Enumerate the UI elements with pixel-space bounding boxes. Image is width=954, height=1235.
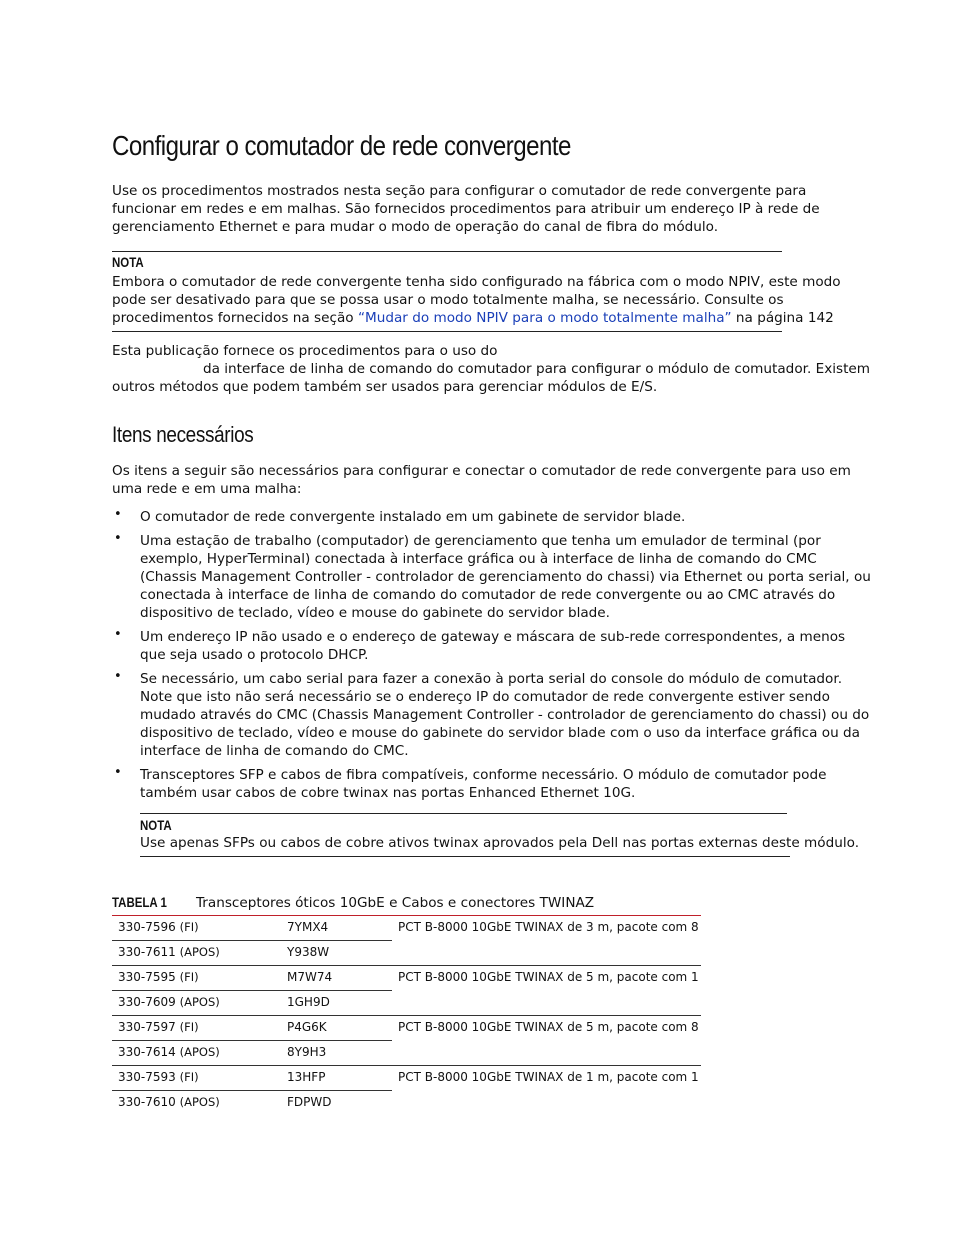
part-number-cell	[112, 1041, 281, 1066]
code-cell: Y938W	[281, 941, 392, 966]
table-row	[112, 1016, 701, 1041]
part-suffix: (APOS)	[179, 945, 220, 959]
bullet-item: O comutador de rede convergente instalado em um gabinete de servidor blade.	[140, 509, 686, 525]
bullet-item: Se necessário, um cabo serial para fazer a conexão à porta serial do console do módulo de comutador. Note que isto não será necessário se o endereço IP do comutador de rede convergente estiver sendo mudado através do CMC (Chassis Management Controller - controlador de gerenciamento do chassi) ou do dispositivo de teclado, vídeo e mouse do gabinete do servidor blade com o uso da interface gráfica ou da interface de linha de comando do CMC.	[140, 671, 870, 759]
table-row	[112, 916, 701, 941]
part-number: 330-7595	[118, 970, 176, 984]
code-cell: FDPWD	[281, 1091, 392, 1116]
table-row	[112, 1066, 701, 1091]
code-cell: 13HFP	[281, 1066, 392, 1091]
part-number-cell	[112, 916, 281, 941]
part-number: 330-7609	[118, 995, 176, 1009]
note-top-divider	[112, 251, 782, 252]
publication-line-3: outros métodos que podem também ser usados para gerenciar módulos de E/S.	[112, 379, 658, 395]
note2-label: NOTA	[140, 818, 172, 833]
bullet-icon: •	[114, 627, 122, 642]
part-suffix: (APOS)	[179, 995, 220, 1009]
code-cell: 7YMX4	[281, 916, 392, 941]
code-cell: P4G6K	[281, 1016, 392, 1041]
part-number: 330-7614	[118, 1045, 176, 1059]
note2-top-divider	[140, 813, 787, 814]
part-number-cell	[112, 1016, 281, 1041]
note2-bottom-divider	[140, 856, 790, 857]
publication-paragraph	[112, 342, 882, 396]
bullet-icon: •	[114, 507, 122, 522]
part-number: 330-7611	[118, 945, 176, 959]
part-suffix: (FI)	[179, 1020, 199, 1034]
bullet-item: Uma estação de trabalho (computador) de gerenciamento que tenha um emulador de terminal (por exemplo, HyperTerminal) conectada à interface gráfica ou à interface de linha de comando do CMC (Chassis Management Controller - controlador de gerenciamento do chassi) via Ethernet ou porta serial, ou conectada à interface de linha de comando do comutador de rede convergente ou ao CMC através do dispositivo de teclado, vídeo e mouse do gabinete do servidor blade.	[140, 533, 871, 621]
intro-paragraph: Use os procedimentos mostrados nesta seção para configurar o comutador de rede convergente para funcionar em redes e em malhas. São fornecidos procedimentos para atribuir um endereço IP à rede de gerenciamento Ethernet e para mudar o modo de operação do canal de fibra do módulo.	[112, 183, 820, 235]
table-row	[112, 966, 701, 991]
part-suffix: (APOS)	[179, 1095, 220, 1109]
note-text	[112, 273, 874, 327]
part-number: 330-7610	[118, 1095, 176, 1109]
note-text-page: na página 142	[731, 310, 834, 326]
part-number: 330-7593	[118, 1070, 176, 1084]
section-title-items: Itens necessários	[112, 422, 254, 447]
note2-text: Use apenas SFPs ou cabos de cobre ativos twinax aprovados pela Dell nas portas externas deste módulo.	[140, 835, 860, 851]
description-cell: PCT B-8000 10GbE TWINAX de 1 m, pacote com 1	[392, 1066, 701, 1116]
table-label: TABELA 1	[112, 895, 167, 910]
publication-line-2: da interface de linha de comando do comutador para configurar o módulo de comutador. Existem	[203, 361, 871, 377]
note-label: NOTA	[112, 255, 144, 270]
table-caption: Transceptores óticos 10GbE e Cabos e conectores TWINAZ	[196, 895, 595, 911]
part-suffix: (FI)	[179, 1070, 199, 1084]
publication-line-1: Esta publicação fornece os procedimentos para o uso do	[112, 343, 498, 359]
part-number-cell	[112, 1091, 281, 1116]
code-cell: M7W74	[281, 966, 392, 991]
description-cell: PCT B-8000 10GbE TWINAX de 5 m, pacote com 8	[392, 1016, 701, 1066]
part-number-cell	[112, 941, 281, 966]
note-text-body: Embora o comutador de rede convergente tenha sido configurado na fábrica com o modo NPIV, este modo pode ser desativado para que se possa usar o modo totalmente malha, se necessário. Consulte os procedimentos fornecidos na seção	[112, 274, 841, 326]
bullet-item: Um endereço IP não usado e o endereço de gateway e máscara de sub-rede correspondentes, a menos que seja usado o protocolo DHCP.	[140, 629, 846, 663]
code-cell: 8Y9H3	[281, 1041, 392, 1066]
description-cell: PCT B-8000 10GbE TWINAX de 3 m, pacote com 8	[392, 916, 701, 966]
bullet-icon: •	[114, 669, 122, 684]
note-link[interactable]: “Mudar do modo NPIV para o modo totalmente malha”	[357, 310, 732, 326]
bullet-icon: •	[114, 531, 122, 546]
transceiver-table	[112, 915, 701, 1116]
part-number-cell	[112, 1066, 281, 1091]
part-number: 330-7597	[118, 1020, 176, 1034]
code-cell: 1GH9D	[281, 991, 392, 1016]
bullet-item: Transceptores SFP e cabos de fibra compatíveis, conforme necessário. O módulo de comutador pode também usar cabos de cobre twinax nas portas Enhanced Ethernet 10G.	[140, 767, 827, 801]
page-title: Configurar o comutador de rede convergente	[112, 130, 571, 161]
description-cell: PCT B-8000 10GbE TWINAX de 5 m, pacote com 1	[392, 966, 701, 1016]
part-number-cell	[112, 991, 281, 1016]
part-suffix: (FI)	[179, 970, 199, 984]
note-bottom-divider	[112, 331, 782, 332]
part-suffix: (APOS)	[179, 1045, 220, 1059]
part-number-cell	[112, 966, 281, 991]
part-number: 330-7596	[118, 920, 176, 934]
part-suffix: (FI)	[179, 920, 199, 934]
bullet-icon: •	[114, 765, 122, 780]
items-intro: Os itens a seguir são necessários para configurar e conectar o comutador de rede convergente para uso em uma rede e em uma malha:	[112, 463, 851, 497]
